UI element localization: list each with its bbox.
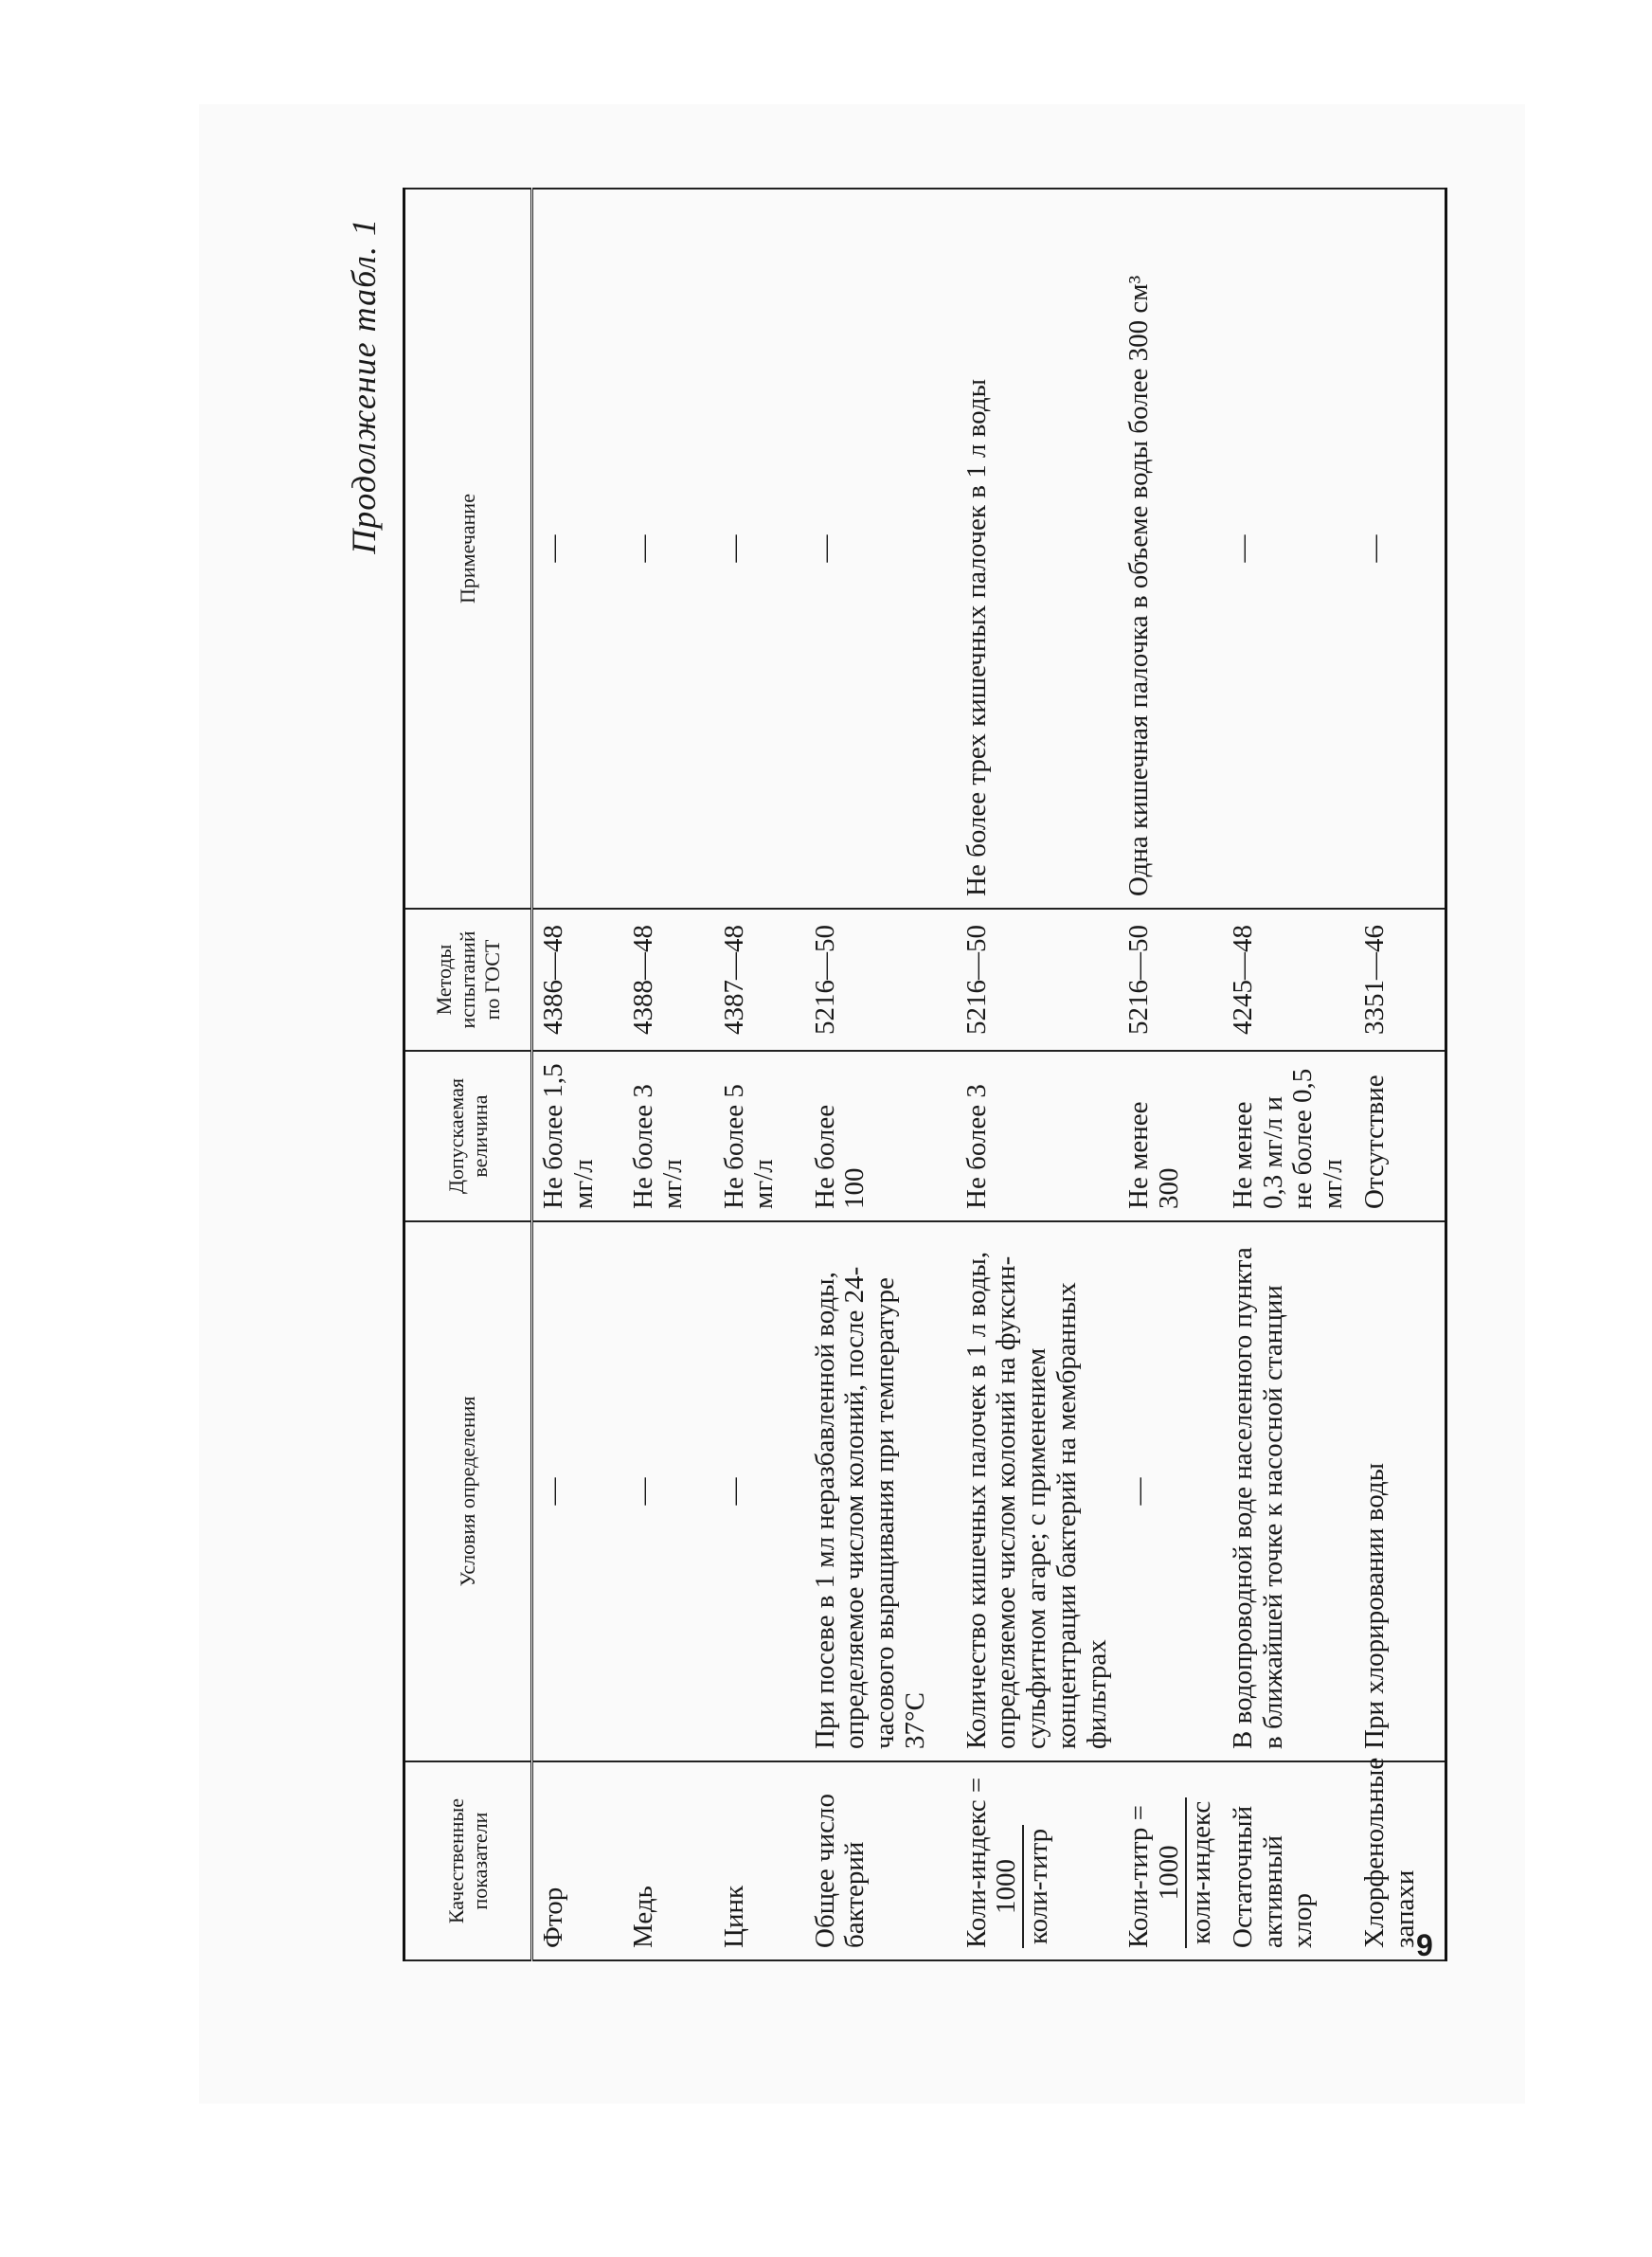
cell-allowed: Не более 3 — [957, 1051, 1119, 1221]
indicator-label: Коли-индекс = — [961, 1777, 992, 1948]
cell-note: — — [1355, 189, 1446, 909]
cell-conditions: — — [532, 1221, 623, 1761]
cell-indicator: Хлорфенольные запахи — [1355, 1761, 1446, 1960]
cell-indicator: Фтор — [532, 1761, 623, 1960]
cell-indicator: Общее число бактерий — [805, 1761, 957, 1960]
table-row — [957, 189, 1119, 1960]
quality-table — [403, 188, 1447, 1961]
cell-conditions: — — [714, 1221, 805, 1761]
header-methods: Методы испытаний по ГОСТ — [404, 909, 532, 1051]
table-row — [623, 189, 714, 1960]
indicator-label: Коли-титр = — [1122, 1805, 1154, 1948]
cell-indicator: Остаточный активный хлор — [1223, 1761, 1356, 1960]
header-note: Примечание — [404, 189, 532, 909]
cell-note: — — [1223, 189, 1356, 909]
table-caption: Продолжение табл. 1 — [345, 218, 383, 554]
rotated-page — [327, 199, 1454, 1961]
cell-indicator: Цинк — [714, 1761, 805, 1960]
cell-indicator: Медь — [623, 1761, 714, 1960]
fraction-numerator: 1000 — [992, 1825, 1024, 1948]
cell-allowed: Не менее 0,3 мг/л и не более 0,5 мг/л — [1223, 1051, 1356, 1221]
cell-method: 5216—50 — [1119, 909, 1223, 1051]
cell-method: 5216—50 — [805, 909, 957, 1051]
cell-allowed: Не более 5 мг/л — [714, 1051, 805, 1221]
cell-note: — — [714, 189, 805, 909]
cell-allowed: Не более 1,5 мг/л — [532, 1051, 623, 1221]
cell-method: 5216—50 — [957, 909, 1119, 1051]
header-allowed: Допускаемая величина — [404, 1051, 532, 1221]
table-row — [1355, 189, 1446, 1960]
header-conditions: Условия определения — [404, 1221, 532, 1761]
cell-allowed: Не более 3 мг/л — [623, 1051, 714, 1221]
cell-conditions: — — [1119, 1221, 1223, 1761]
cell-allowed: Отсутствие — [1355, 1051, 1446, 1221]
table-row — [532, 189, 623, 1960]
cell-method: 4388—48 — [623, 909, 714, 1051]
cell-note: Одна кишечная палочка в объеме воды более 300 см³ — [1119, 189, 1223, 909]
cell-conditions: В водопроводной воде населенного пункта в ближайшей точке к насосной станции — [1223, 1221, 1356, 1761]
table-row — [1119, 189, 1223, 1960]
cell-method: 4245—48 — [1223, 909, 1356, 1051]
fraction-denominator: коли-титр — [1023, 1828, 1054, 1944]
fraction-numerator: 1000 — [1155, 1797, 1187, 1948]
table-row — [1223, 189, 1356, 1960]
header-indicator: Качественные показатели — [404, 1761, 532, 1960]
cell-method: 3351—46 — [1355, 909, 1446, 1051]
cell-conditions: — — [623, 1221, 714, 1761]
cell-method: 4387—48 — [714, 909, 805, 1051]
cell-indicator — [957, 1761, 1119, 1960]
cell-conditions: Количество кишечных палочек в 1 л воды, определяемое числом колоний на фуксин-сульфитном агаре; с применением концентрации бактерий на мембранных фильтрах — [957, 1221, 1119, 1761]
cell-allowed: Не более 100 — [805, 1051, 957, 1221]
cell-allowed: Не менее 300 — [1119, 1051, 1223, 1221]
cell-note: Не более трех кишечных палочек в 1 л воды — [957, 189, 1119, 909]
page-number: 9 — [1416, 1928, 1433, 1962]
table-row — [805, 189, 957, 1960]
cell-indicator — [1119, 1761, 1223, 1960]
cell-conditions: При хлорировании воды — [1355, 1221, 1446, 1761]
header-row — [404, 189, 532, 1960]
cell-note: — — [805, 189, 957, 909]
cell-conditions: При посеве в 1 мл неразбавленной воды, определяемое числом колоний, после 24-часового выращивания при температуре 37°С — [805, 1221, 957, 1761]
cell-note: — — [623, 189, 714, 909]
table-row — [714, 189, 805, 1960]
fraction — [992, 1825, 1054, 1948]
fraction — [1155, 1797, 1217, 1948]
fraction-denominator: коли-индекс — [1185, 1800, 1216, 1944]
cell-note: — — [532, 189, 623, 909]
cell-method: 4386—48 — [532, 909, 623, 1051]
